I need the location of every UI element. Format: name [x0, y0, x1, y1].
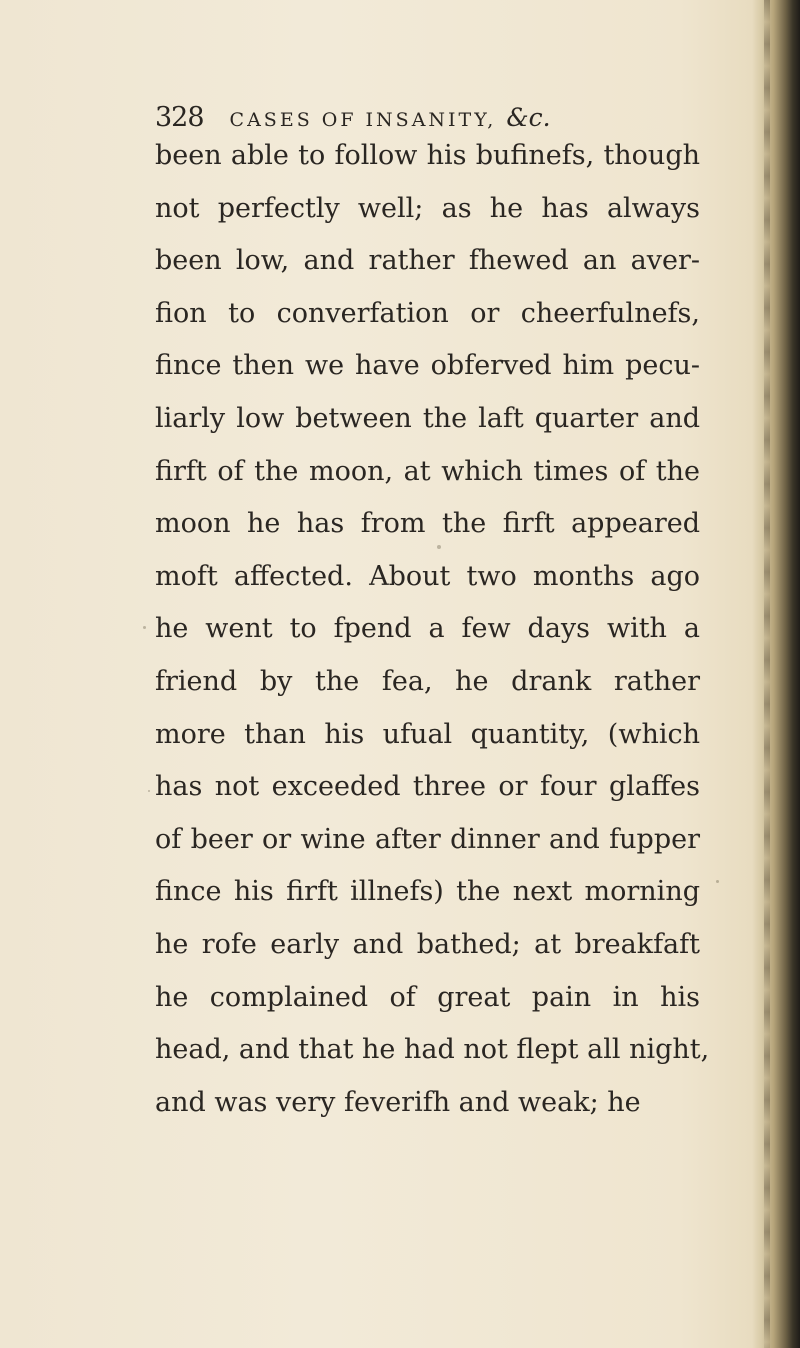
text-line: of beer or wine after dinner and fupper: [155, 823, 700, 855]
running-title-etc: &c.: [506, 103, 551, 132]
page-number: 328: [155, 102, 204, 133]
text-line: fince then we have obferved him pecu-: [155, 350, 700, 382]
text-line: he complained of great pain in his: [155, 981, 700, 1013]
text-line: has not exceeded three or four glaffes: [155, 771, 700, 803]
text-line: more than his ufual quantity, (which: [155, 718, 700, 750]
body-text: [155, 130, 710, 1129]
text-line: head, and that he had not flept all night,: [155, 1034, 710, 1066]
text-line: been low, and rather fhewed an aver-: [155, 245, 700, 277]
text-line: he rofe early and bathed; at breakfaft: [155, 928, 700, 960]
paper-speck: [148, 790, 150, 792]
text-line: friend by the fea, he drank rather: [155, 665, 700, 697]
text-line: moon he has from the firft appeared: [155, 508, 700, 540]
text-line: not perfectly well; as he has always: [155, 192, 700, 224]
text-line: liarly low between the laft quarter and: [155, 402, 700, 434]
text-line: fion to converfation or cheerfulnefs,: [155, 297, 700, 329]
text-line: firft of the moon, at which times of the: [155, 455, 700, 487]
text-line: moft affected. About two months ago: [155, 560, 700, 592]
running-title: CASES OF INSANITY,: [229, 109, 497, 131]
book-binding-edge: [752, 0, 800, 1348]
text-line: he went to fpend a few days with a: [155, 613, 700, 645]
paper-speck: [716, 880, 719, 883]
paper-speck: [143, 626, 146, 629]
text-line: fince his firft illnefs) the next morning: [155, 876, 700, 908]
binding-texture: [764, 0, 770, 1348]
text-line: and was very feverifh and weak; he: [155, 1086, 641, 1118]
text-line: been able to follow his bufinefs, though: [155, 140, 700, 171]
